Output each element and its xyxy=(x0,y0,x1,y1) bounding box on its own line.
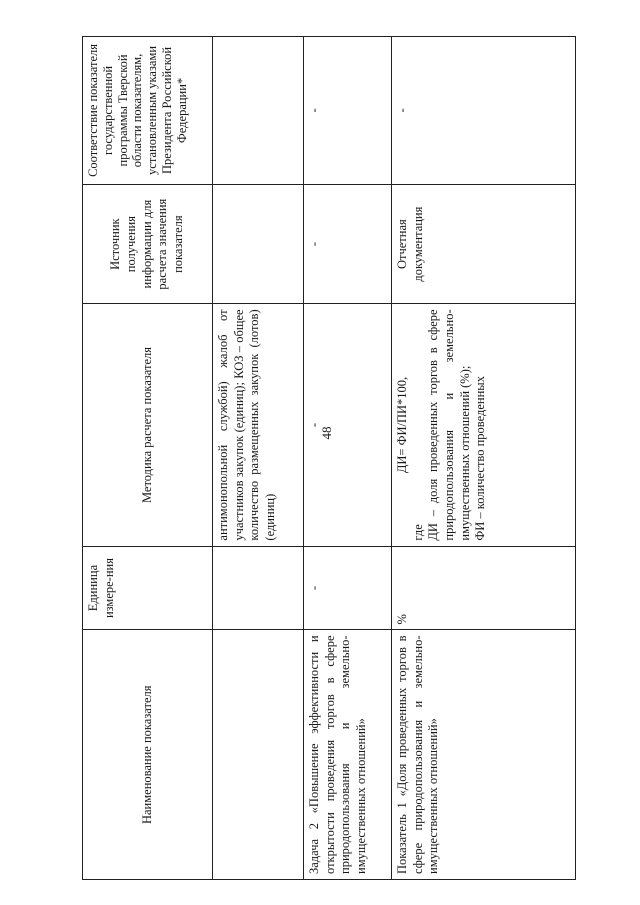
table-row xyxy=(304,37,392,880)
table-row xyxy=(392,37,576,880)
indicators-table xyxy=(82,36,576,880)
cell-compliance: - xyxy=(392,37,576,185)
header-indicator-name: Наименование показателя xyxy=(83,630,213,880)
page-number: 48 xyxy=(319,426,334,440)
cell-name: Показатель 1 «Доля проведенных торгов в сфере природопользования и земельно-имущественных отношений» xyxy=(392,630,576,880)
cell-method xyxy=(392,304,576,546)
table-row xyxy=(213,37,304,880)
header-source: Источник получения информации для расчета значения показателя xyxy=(83,184,213,304)
method-definition: ФИ – количество проведенных xyxy=(473,376,488,541)
cell-method: - xyxy=(304,304,392,546)
header-compliance: Соответствие показателя государственной программы Тверской области показателям, установленным указами Президента Российской Федерации* xyxy=(83,37,213,185)
method-definition: ДИ – доля проведенных торгов в сфере природопользования и земельно-имущественных отношений (%); xyxy=(426,309,472,541)
cell-name: Задача 2 «Повышение эффективности и открытости проведения торгов в сфере природопользования и земельно-имущественных отношений» xyxy=(304,630,392,880)
header-unit: Единица измере-ния xyxy=(83,546,213,630)
cell-source: - xyxy=(304,184,392,304)
header-method: Методика расчета показателя xyxy=(83,304,213,546)
cell-unit: - xyxy=(304,546,392,630)
cell-method: антимонопольной службой) жалоб от участников закупок (единиц); КОЗ – общее количество размещенных закупок (лотов) (единиц) xyxy=(213,304,304,546)
method-formula: ДИ= ФИ/ПИ*100, xyxy=(395,376,409,474)
table-area xyxy=(82,36,576,880)
cell-source xyxy=(213,184,304,304)
cell-source: Отчетная документация xyxy=(392,184,576,304)
cell-unit xyxy=(213,546,304,630)
cell-name xyxy=(213,630,304,880)
method-where: где xyxy=(410,524,425,541)
cell-compliance xyxy=(213,37,304,185)
table-header-row xyxy=(83,37,213,880)
cell-unit: % xyxy=(392,546,576,630)
cell-compliance: - xyxy=(304,37,392,185)
rotated-table-container xyxy=(82,36,576,880)
